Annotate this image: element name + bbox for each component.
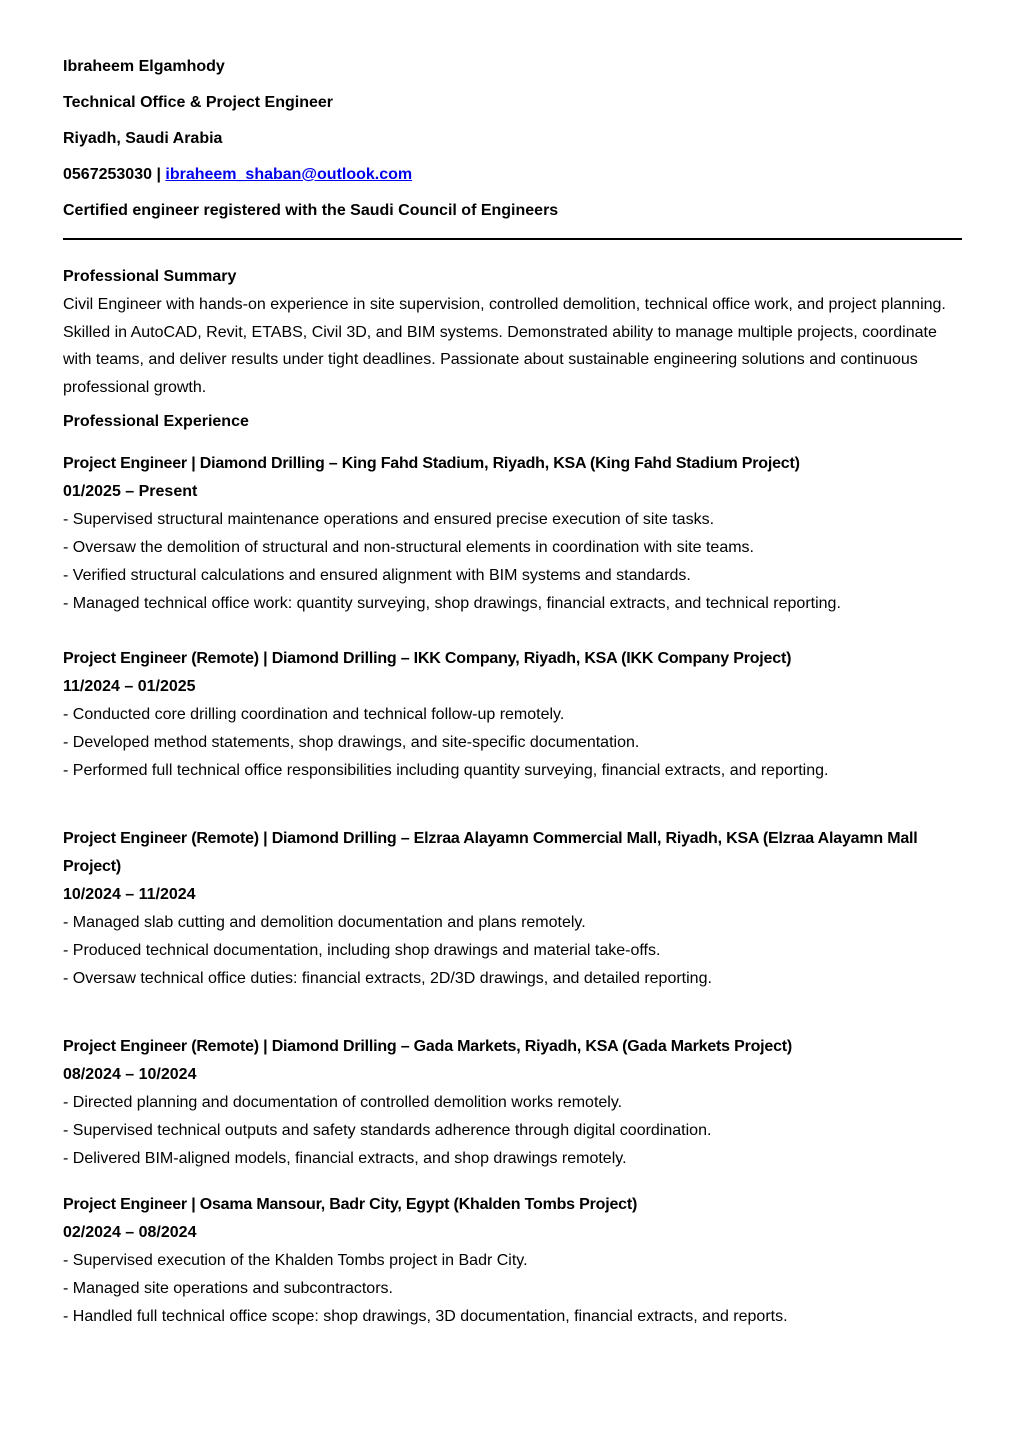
contact-line bbox=[63, 166, 962, 184]
job-bullet: - Managed slab cutting and demolition documentation and plans remotely. bbox=[63, 914, 586, 931]
job-title: Project Engineer (Remote) | Diamond Drilling – IKK Company, Riyadh, KSA (IKK Company Project) bbox=[63, 650, 792, 667]
job-bullet: - Produced technical documentation, including shop drawings and material take-offs. bbox=[63, 942, 661, 959]
job-dates: 02/2024 – 08/2024 bbox=[63, 1224, 197, 1241]
job-entry bbox=[63, 825, 962, 993]
job-entry bbox=[63, 645, 962, 785]
job-title: Project Engineer (Remote) | Diamond Drilling – Gada Markets, Riyadh, KSA (Gada Markets Project) bbox=[63, 1038, 793, 1055]
summary-section bbox=[63, 263, 962, 401]
summary-text: Civil Engineer with hands-on experience in site supervision, controlled demolition, technical office work, and project planning. Skilled in AutoCAD, Revit, ETABS, Civil 3D, and BIM systems. Demonstrated ability to manage multiple projects, coordinate with teams, and deliver results under tight deadlines. Passionate about sustainable engineering solutions and continuous professional growth. bbox=[63, 296, 946, 396]
job-bullet: - Conducted core drilling coordination and technical follow-up remotely. bbox=[63, 706, 565, 723]
header-divider bbox=[63, 238, 962, 240]
job-bullet: - Managed technical office work: quantity surveying, shop drawings, financial extracts, and technical reporting. bbox=[63, 595, 841, 612]
candidate-title: Technical Office & Project Engineer bbox=[63, 94, 333, 111]
job-dates: 08/2024 – 10/2024 bbox=[63, 1066, 197, 1083]
job-bullet: - Verified structural calculations and ensured alignment with BIM systems and standards. bbox=[63, 567, 691, 584]
job-dates: 10/2024 – 11/2024 bbox=[63, 886, 196, 903]
job-bullet: - Delivered BIM-aligned models, financial extracts, and shop drawings remotely. bbox=[63, 1150, 627, 1167]
job-bullet: - Oversaw technical office duties: financial extracts, 2D/3D drawings, and detailed reporting. bbox=[63, 970, 712, 987]
job-entry bbox=[63, 1033, 962, 1173]
email-link[interactable]: ibraheem_shaban@outlook.com bbox=[165, 166, 413, 183]
job-bullet: - Oversaw the demolition of structural and non-structural elements in coordination with site teams. bbox=[63, 539, 754, 556]
summary-heading: Professional Summary bbox=[63, 268, 237, 285]
job-bullet: - Developed method statements, shop drawings, and site-specific documentation. bbox=[63, 734, 640, 751]
job-bullet: - Supervised technical outputs and safety standards adherence through digital coordination. bbox=[63, 1122, 712, 1139]
job-bullet: - Managed site operations and subcontractors. bbox=[63, 1280, 393, 1297]
job-title: Project Engineer | Osama Mansour, Badr City, Egypt (Khalden Tombs Project) bbox=[63, 1196, 638, 1213]
job-entry bbox=[63, 1191, 962, 1331]
job-title: Project Engineer (Remote) | Diamond Drilling – Elzraa Alayamn Commercial Mall, Riyadh, KSA (Elzraa Alayamn Mall Project) bbox=[63, 830, 918, 875]
candidate-name: Ibraheem Elgamhody bbox=[63, 58, 225, 75]
job-title: Project Engineer | Diamond Drilling – King Fahd Stadium, Riyadh, KSA (King Fahd Stadium Project) bbox=[63, 455, 800, 472]
certification-note: Certified engineer registered with the Saudi Council of Engineers bbox=[63, 202, 559, 219]
resume-header bbox=[63, 58, 962, 240]
job-dates: 11/2024 – 01/2025 bbox=[63, 678, 196, 695]
job-dates: 01/2025 – Present bbox=[63, 483, 198, 500]
job-bullet: - Supervised structural maintenance operations and ensured precise execution of site tasks. bbox=[63, 511, 715, 528]
candidate-location: Riyadh, Saudi Arabia bbox=[63, 130, 223, 147]
job-bullet: - Handled full technical office scope: shop drawings, 3D documentation, financial extracts, and reports. bbox=[63, 1308, 788, 1325]
job-bullet: - Directed planning and documentation of controlled demolition works remotely. bbox=[63, 1094, 623, 1111]
candidate-phone: 0567253030 bbox=[63, 166, 152, 183]
job-bullet: - Performed full technical office responsibilities including quantity surveying, financial extracts, and reporting. bbox=[63, 762, 829, 779]
job-bullet: - Supervised execution of the Khalden Tombs project in Badr City. bbox=[63, 1252, 528, 1269]
experience-heading: Professional Experience bbox=[63, 413, 249, 430]
contact-separator: | bbox=[156, 166, 161, 183]
job-entry bbox=[63, 450, 962, 618]
